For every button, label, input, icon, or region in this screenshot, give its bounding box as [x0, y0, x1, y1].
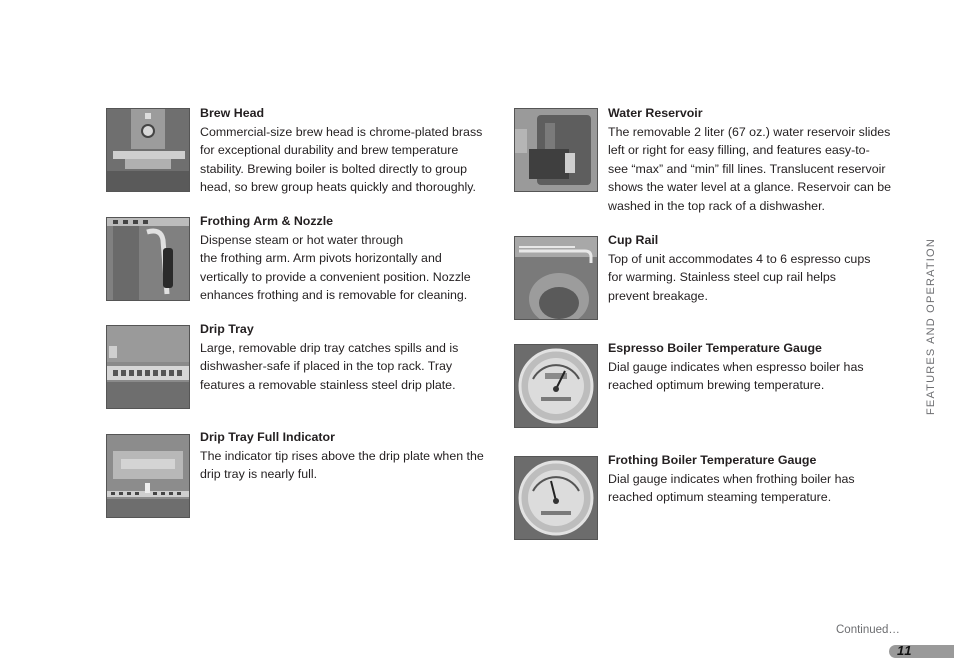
espresso-gauge-title: Espresso Boiler Temperature Gauge [608, 341, 822, 355]
frothing-arm-line: the frothing arm. Arm pivots horizontally and [200, 251, 442, 266]
drip-tray-indicator-title: Drip Tray Full Indicator [200, 430, 335, 444]
frothing-arm-line: Dispense steam or hot water through [200, 232, 404, 247]
frothing-arm-line: vertically to provide a convenient position. Nozzle [200, 269, 471, 284]
water-reservoir-line: see “max” and “min” fill lines. Translucent reservoir [608, 161, 886, 176]
cup-rail-line: prevent breakage. [608, 288, 708, 303]
espresso-gauge-photo [514, 344, 598, 428]
water-reservoir-line: The removable 2 liter (67 oz.) water reservoir slides [608, 124, 891, 139]
page-number: 11 [897, 643, 913, 658]
water-reservoir-photo [514, 108, 598, 192]
brew-head-line: for exceptional durability and brew temperature [200, 143, 459, 158]
brew-head-line: Commercial-size brew head is chrome-plated brass [200, 124, 483, 139]
drip-tray-indicator-line: drip tray is nearly full. [200, 467, 318, 482]
water-reservoir-line: left or right for easy filling, and features easy-to- [608, 143, 870, 158]
cup-rail-title: Cup Rail [608, 233, 659, 247]
cup-rail-photo [514, 236, 598, 320]
frothing-gauge-title: Frothing Boiler Temperature Gauge [608, 453, 817, 467]
brew-head-title: Brew Head [200, 106, 265, 120]
drip-tray-line: dishwasher-safe if placed in the top rack. Tray [200, 359, 453, 374]
drip-tray-photo [106, 325, 190, 409]
espresso-gauge-line: reached optimum brewing temperature. [608, 378, 825, 393]
frothing-arm-title: Frothing Arm & Nozzle [200, 214, 334, 228]
brew-head-photo [106, 108, 190, 192]
section-side-label: FEATURES AND OPERATION [925, 238, 937, 415]
frothing-gauge-line: Dial gauge indicates when frothing boiler has [608, 471, 855, 486]
frothing-arm-photo [106, 217, 190, 301]
drip-tray-indicator-line: The indicator tip rises above the drip plate when the [200, 448, 484, 463]
espresso-gauge-line: Dial gauge indicates when espresso boiler has [608, 359, 864, 374]
drip-tray-title: Drip Tray [200, 322, 254, 336]
frothing-arm-line: enhances frothing and is removable for cleaning. [200, 288, 468, 303]
drip-tray-line: Large, removable drip tray catches spills and is [200, 340, 459, 355]
drip-tray-line: features a removable stainless steel drip plate. [200, 377, 456, 392]
water-reservoir-line: shows the water level at a glance. Reservoir can be [608, 180, 892, 195]
water-reservoir-line: washed in the top rack of a dishwasher. [608, 198, 825, 213]
brew-head-line: stability. Brewing boiler is bolted directly to group [200, 161, 467, 176]
cup-rail-line: for warming. Stainless steel cup rail helps [608, 270, 836, 285]
brew-head-line: head, so brew group heats quickly and thoroughly. [200, 180, 476, 195]
cup-rail-line: Top of unit accommodates 4 to 6 espresso cups [608, 251, 871, 266]
drip-tray-indicator-photo [106, 434, 190, 518]
frothing-gauge-photo [514, 456, 598, 540]
continued-note: Continued… [836, 624, 900, 636]
water-reservoir-title: Water Reservoir [608, 106, 703, 120]
frothing-gauge-line: reached optimum steaming temperature. [608, 490, 832, 505]
